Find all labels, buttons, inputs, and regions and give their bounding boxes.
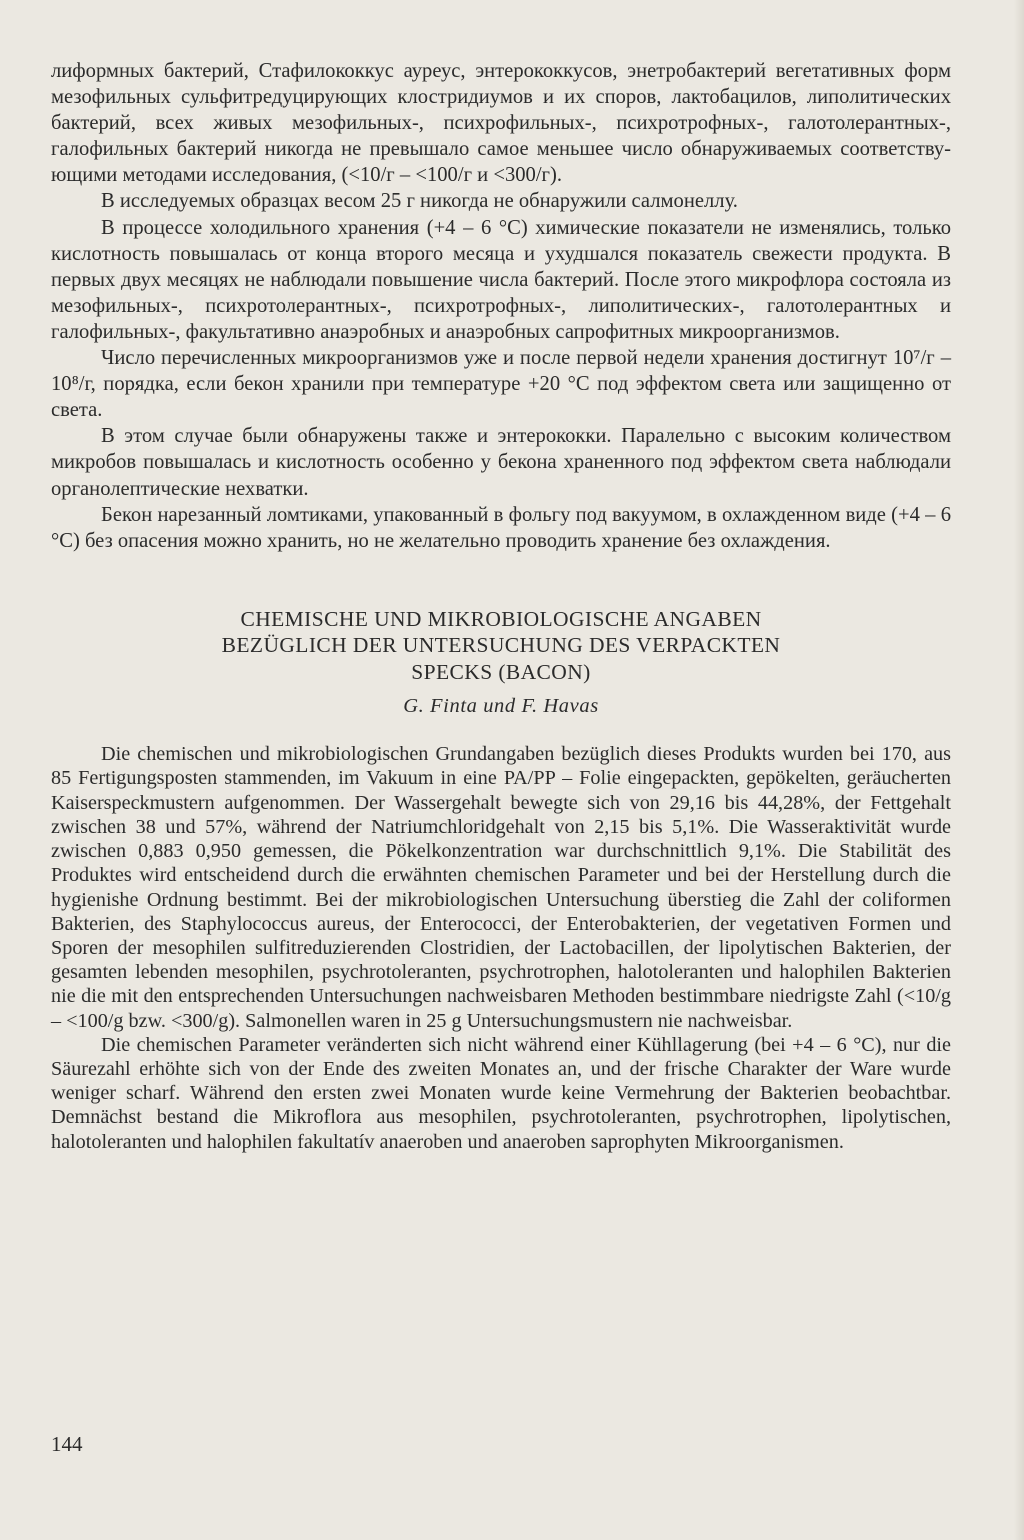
page-edge-shadow — [1014, 0, 1024, 1540]
page-number: 144 — [51, 1432, 83, 1456]
title-line-3: SPECKS (BACON) — [411, 659, 591, 684]
ru-paragraph-1: лиформных бактерий, Стафилококкус ауреус, энтерококкусов, энетробактерий вегетативных форм мезофильных сульфитредуцирующих клостридиумов и их споров, лактобацилов, липолитических бактерий, всех живых мезофильных-, психрофильных-, психротрофных-, галотолерантных-, галофильных бактерий никогда не превышало самое меньшее число обнаруживаемых соответствующими методами исследования, (<10/г – <100/г и <300/г). — [51, 60, 951, 187]
ru-paragraph-5: В этом случае были обнаружены также и энтерококки. Паралельно с высоким количеством микробов повышалась и кислотность особенно у бекона храненного под эффектом света наблюдали органолептические нехватки. — [51, 425, 951, 500]
german-section-heading — [51, 606, 951, 719]
de-paragraph-1: Die chemischen und mikrobiologischen Grundangaben bezüglich dieses Produkts wurden bei 170, aus 85 Fertigungsposten stammenden, im Vakuum in eine PA/PP – Folie eingepackten, gepökelten, geräucherten Kaiserspeckmustern aufgenommen. Der Wassergehalt bewegte sich von 29,16 bis 44,28%, der Fettgehalt zwischen 38 und 57%, während der Natriumchloridgehalt von 2,15 bis 5,1%. Die Wasseraktivität wurde zwischen 0,883 0,950 gemessen, die Pökelkonzentration war durchschnittlich 9,1%. Die Stabilität des Produktes wird entscheidend durch die erwähnten chemischen Parameter und bei der Herstellung durch die hygienishe Ordnung bestimmt. Bei der mikrobiologischen Untersuchung überstieg die Zahl der coliformen Bakterien, des Staphylococcus aureus, der Enterococci, der Enterobakterien, der vegetativen Formen und Sporen der mesophilen sulfitreduzierenden Clostridien, der Lactobacillen, der lipolytischen Bakterien, der gesamten lebenden mesophilen, psychrotoleranten, psychrotrophen, halotoleranten und halophilen Bakterien nie die mit den entsprechenden Untersuchungen nachweisbaren Methoden bestimmbare niedrigste Zahl (<10/g – <100/g bzw. <300/g). Salmonellen waren in 25 g Untersuchungsmustern nie nachweisbar. — [51, 743, 951, 1032]
ru-paragraph-2: В исследуемых образцах весом 25 г никогда не обнаружили салмонеллу. — [101, 190, 738, 213]
russian-section — [51, 58, 951, 554]
ru-paragraph-6: Бекон нарезанный ломтиками, упакованный в фольгу под вакуумом, в охлажденном виде (+4 – 6 °C) без опасения можно хранить, но не желательно проводить хранение без охлаждения. — [51, 503, 951, 552]
german-section — [51, 742, 951, 1153]
authors: G. Finta und F. Havas — [403, 695, 599, 718]
ru-paragraph-4: Число перечисленных микроорганизмов уже и после первой недели хранения достигнут 10⁷/г – 10⁸/г, порядка, если бекон хранили при температуре +20 °C под эффектом света или защищенно от света. — [51, 347, 951, 422]
ru-paragraph-3: В процессе холодильного хранения (+4 – 6 °C) химические показатели не изменялись, только кислотность повышалась от конца второго месяца и ухудшался показатель свежести продукта. В первых двух месяцях не наблюдали повышение числа бактерий. После этого микрофлора состояла из мезофильных-, психротолерантных-, психротрофных-, липолитических-, галотолерантных и галофильных-, факультативно анаэробных и анаэробных сапрофитных микроорганизмов. — [51, 216, 951, 343]
page-content — [51, 58, 951, 1154]
title-line-2: BEZÜGLICH DER UNTERSUCHUNG DES VERPACKTEN — [221, 633, 781, 658]
title-line-1: CHEMISCHE UND MIKROBIOLOGISCHE ANGABEN — [240, 606, 762, 631]
de-paragraph-2: Die chemischen Parameter veränderten sich nicht während einer Kühllagerung (bei +4 – 6 °C), nur die Säurezahl erhöhte sich von der Ende des zweiten Monates an, und der frische Charakter der Ware wurde weniger scharf. Während den ersten zwei Monaten wurde keine Vermehrung der Bakterien beobachtbar. Demnächst bestand die Mikroflora aus mesophilen, psychrotoleranten, psychrotrophen, lipolytischen, halotoleranten und halophilen fakultatív anaeroben und anaeroben saprophyten Mikroorganismen. — [51, 1033, 951, 1153]
